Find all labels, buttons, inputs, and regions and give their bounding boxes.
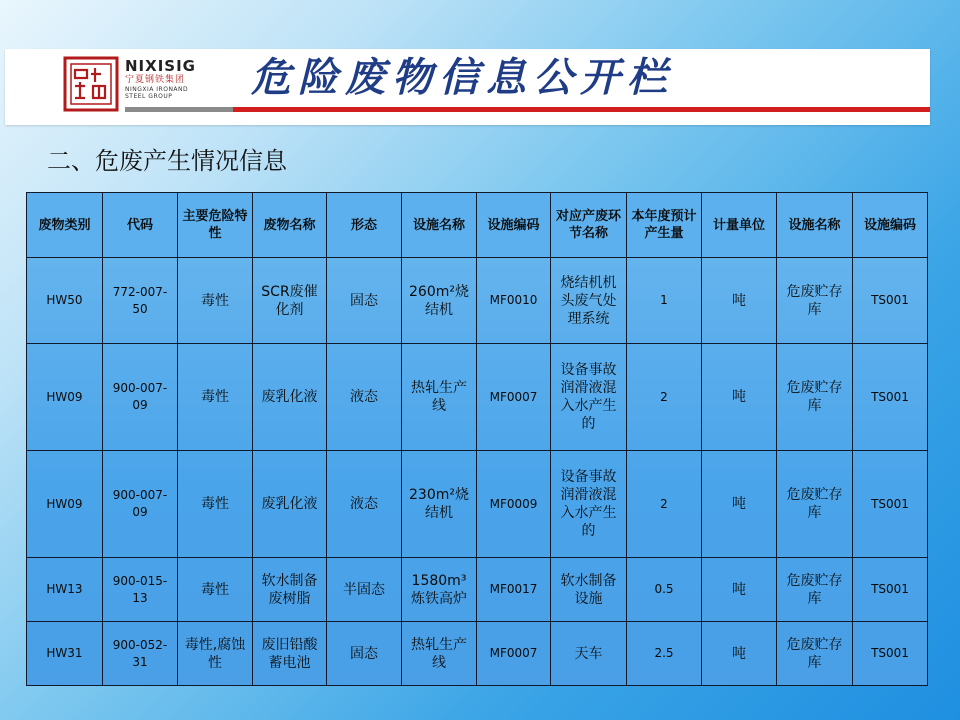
header-hazard-property: 主要危险特性 <box>178 193 253 258</box>
header-form: 形态 <box>327 193 402 258</box>
cell-facility-name: 260m²烧结机 <box>402 258 477 344</box>
cell-hazard: 毒性 <box>178 258 253 344</box>
cell-storage-code: TS001 <box>853 451 928 558</box>
logo-cn: 宁夏钢铁集团 <box>125 75 186 85</box>
cell-storage-code: TS001 <box>853 258 928 344</box>
cell-storage-name: 危废贮存库 <box>777 558 853 622</box>
cell-category: HW31 <box>27 622 103 686</box>
cell-facility-name: 热轧生产线 <box>402 344 477 451</box>
cell-storage-name: 危废贮存库 <box>777 344 853 451</box>
header-waste-name: 废物名称 <box>253 193 327 258</box>
cell-amount: 2 <box>627 451 702 558</box>
header-annual-amount: 本年度预计产生量 <box>627 193 702 258</box>
header-storage-code: 设施编码 <box>853 193 928 258</box>
hazardous-waste-table <box>26 192 928 686</box>
table-row <box>27 451 928 558</box>
cell-storage-name: 危废贮存库 <box>777 258 853 344</box>
cell-facility-name: 1580m³炼铁高炉 <box>402 558 477 622</box>
cell-code: 900-015-13 <box>103 558 178 622</box>
cell-form: 固态 <box>327 622 402 686</box>
header-process-name: 对应产废环节名称 <box>551 193 627 258</box>
cell-waste-name: 软水制备废树脂 <box>253 558 327 622</box>
cell-facility-code: MF0007 <box>477 344 551 451</box>
table-row <box>27 622 928 686</box>
cell-facility-code: MF0017 <box>477 558 551 622</box>
header-facility-name: 设施名称 <box>402 193 477 258</box>
cell-storage-code: TS001 <box>853 622 928 686</box>
cell-waste-name: SCR废催化剂 <box>253 258 327 344</box>
table-row <box>27 558 928 622</box>
cell-facility-code: MF0009 <box>477 451 551 558</box>
cell-hazard: 毒性 <box>178 451 253 558</box>
cell-unit: 吨 <box>702 622 777 686</box>
header-storage-name: 设施名称 <box>777 193 853 258</box>
cell-unit: 吨 <box>702 451 777 558</box>
cell-amount: 2.5 <box>627 622 702 686</box>
cell-waste-name: 废乳化液 <box>253 451 327 558</box>
header-code: 代码 <box>103 193 178 258</box>
cell-amount: 2 <box>627 344 702 451</box>
cell-form: 半固态 <box>327 558 402 622</box>
cell-waste-name: 废旧铅酸蓄电池 <box>253 622 327 686</box>
group-seal-logo-icon <box>63 56 119 112</box>
cell-storage-code: TS001 <box>853 558 928 622</box>
table-row <box>27 344 928 451</box>
cell-category: HW50 <box>27 258 103 344</box>
cell-amount: 0.5 <box>627 558 702 622</box>
logo-text <box>125 58 215 100</box>
cell-process: 设备事故润滑液混入水产生的 <box>551 451 627 558</box>
cell-storage-name: 危废贮存库 <box>777 451 853 558</box>
cell-facility-code: MF0007 <box>477 622 551 686</box>
header-waste-category: 废物类别 <box>27 193 103 258</box>
cell-code: 900-007-09 <box>103 344 178 451</box>
cell-facility-name: 230m²烧结机 <box>402 451 477 558</box>
cell-storage-name: 危废贮存库 <box>777 622 853 686</box>
logo-sub-1: NINGXIA IRONAND <box>125 86 189 93</box>
cell-unit: 吨 <box>702 344 777 451</box>
cell-waste-name: 废乳化液 <box>253 344 327 451</box>
table-header-row <box>27 193 928 258</box>
cell-form: 液态 <box>327 344 402 451</box>
banner-grey-bar <box>125 107 233 112</box>
cell-process: 烧结机机头废气处理系统 <box>551 258 627 344</box>
table-row <box>27 258 928 344</box>
cell-hazard: 毒性 <box>178 558 253 622</box>
cell-storage-code: TS001 <box>853 344 928 451</box>
cell-process: 设备事故润滑液混入水产生的 <box>551 344 627 451</box>
cell-process: 软水制备设施 <box>551 558 627 622</box>
cell-form: 液态 <box>327 451 402 558</box>
cell-unit: 吨 <box>702 258 777 344</box>
cell-code: 900-007-09 <box>103 451 178 558</box>
cell-hazard: 毒性,腐蚀性 <box>178 622 253 686</box>
header-unit: 计量单位 <box>702 193 777 258</box>
section-title: 二、危废产生情况信息 <box>47 147 287 175</box>
cell-category: HW09 <box>27 451 103 558</box>
cell-code: 900-052-31 <box>103 622 178 686</box>
logo-en: NIXISIG <box>125 57 196 75</box>
cell-hazard: 毒性 <box>178 344 253 451</box>
cell-category: HW09 <box>27 344 103 451</box>
cell-code: 772-007-50 <box>103 258 178 344</box>
cell-amount: 1 <box>627 258 702 344</box>
banner-title: 危险废物信息公开栏 <box>251 55 674 101</box>
banner-red-bar <box>233 107 930 112</box>
logo-sub-2: STEEL GROUP <box>125 93 173 100</box>
cell-facility-name: 热轧生产线 <box>402 622 477 686</box>
cell-form: 固态 <box>327 258 402 344</box>
cell-facility-code: MF0010 <box>477 258 551 344</box>
header-banner <box>5 49 930 125</box>
header-facility-code: 设施编码 <box>477 193 551 258</box>
cell-unit: 吨 <box>702 558 777 622</box>
cell-process: 天车 <box>551 622 627 686</box>
cell-category: HW13 <box>27 558 103 622</box>
